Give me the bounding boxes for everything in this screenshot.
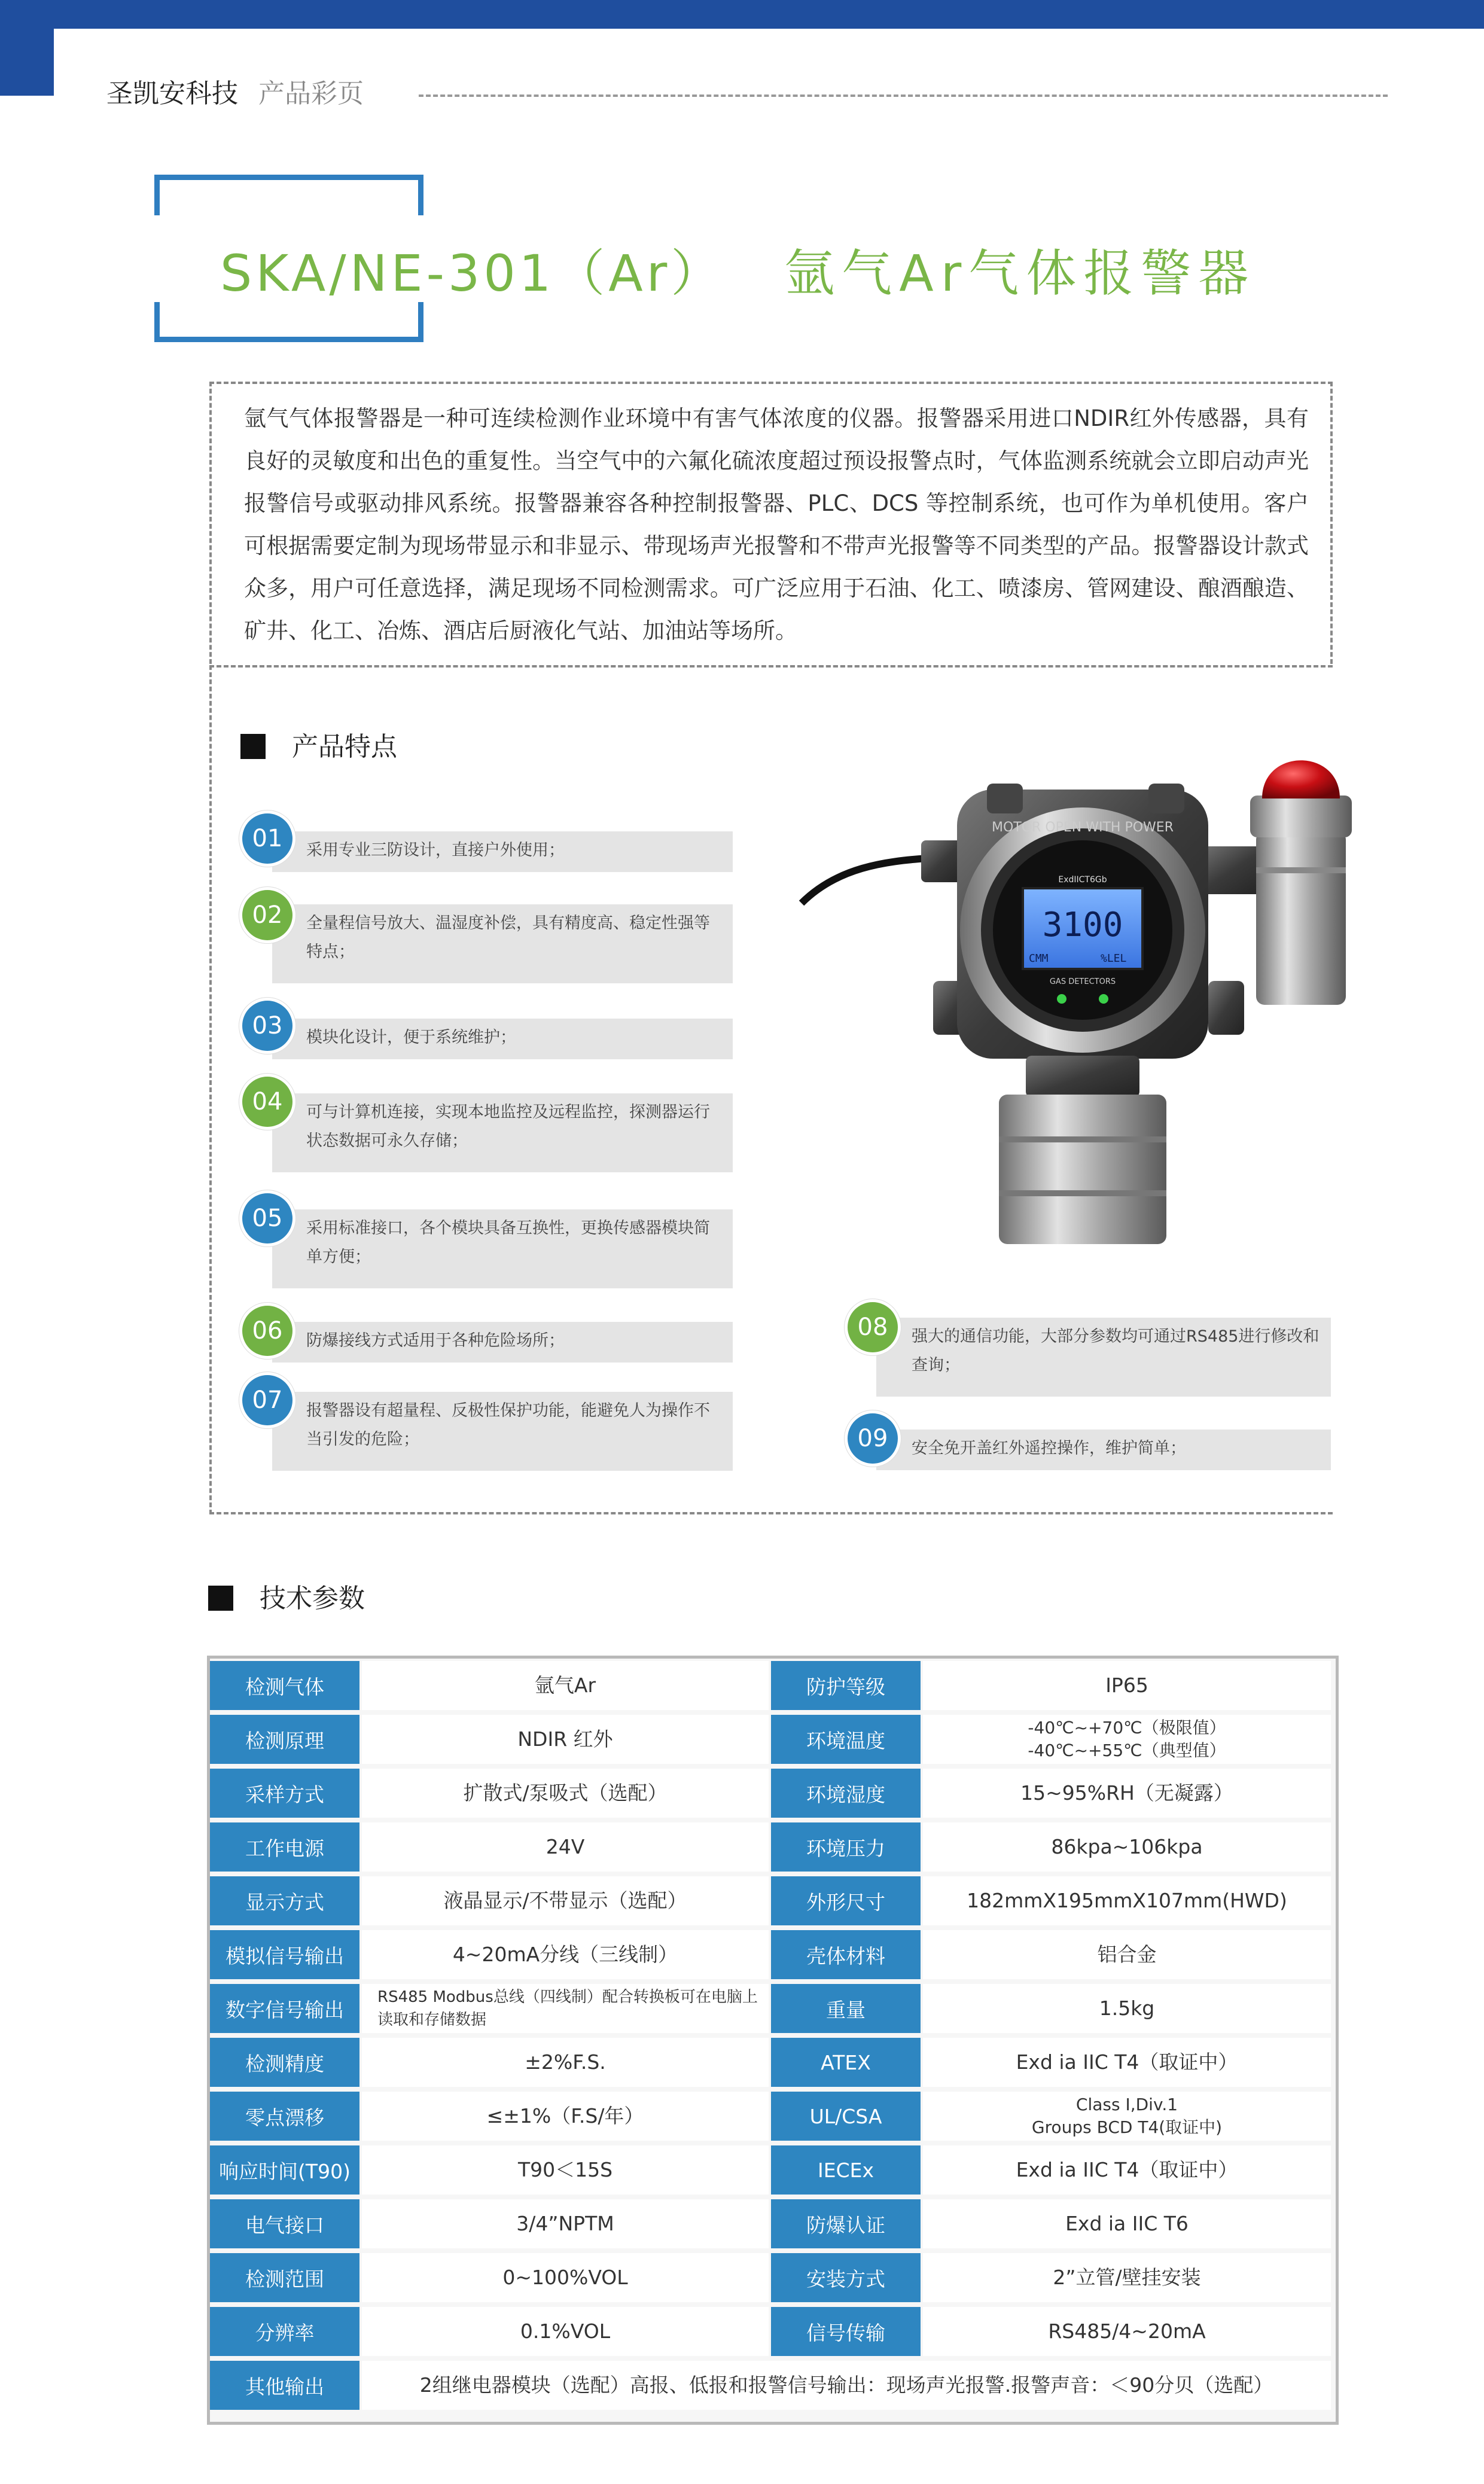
svg-text:CMM: CMM [1029, 952, 1049, 965]
spec-label: 信号传输 [771, 2307, 921, 2356]
spec-value: 2”立管/壁挂安装 [923, 2253, 1331, 2302]
spec-label: 环境温度 [771, 1715, 921, 1764]
spec-label: 安装方式 [771, 2253, 921, 2302]
spec-value: 15~95%RH（无凝露） [923, 1769, 1331, 1818]
svg-text:ExdIICT6Gb: ExdIICT6Gb [1058, 875, 1107, 885]
spec-value: ±2%F.S. [362, 2038, 769, 2087]
spec-value: Exd ia IIC T6 [923, 2199, 1331, 2248]
left-cable-gland [921, 840, 963, 882]
spec-row [210, 1876, 1336, 1925]
header-bar [0, 0, 1484, 29]
feature-number-badge: 03 [239, 998, 295, 1054]
spec-label: 重量 [771, 1984, 921, 2033]
spec-label: 环境湿度 [771, 1769, 921, 1818]
spec-label: 外形尺寸 [771, 1876, 921, 1925]
spec-label: 显示方式 [210, 1876, 359, 1925]
spec-table [207, 1656, 1339, 2425]
spec-row [210, 1930, 1336, 1979]
feature-text: 安全免开盖红外遥控操作，维护简单； [912, 1439, 1186, 1458]
header-divider [419, 95, 1388, 97]
spec-label: 响应时间(T90) [210, 2145, 359, 2195]
spec-label: 零点漂移 [210, 2092, 359, 2141]
feature-number-badge: 02 [239, 887, 295, 943]
spec-label: 检测气体 [210, 1661, 359, 1710]
spec-value: 182mmX195mmX107mm(HWD) [923, 1876, 1331, 1925]
spec-label: 工作电源 [210, 1822, 359, 1872]
company-name: 圣凯安科技 [106, 78, 238, 109]
spec-value: Exd ia IIC T4（取证中） [923, 2038, 1331, 2087]
spec-row [210, 2253, 1336, 2302]
page-title [220, 233, 1256, 306]
spec-row [210, 2038, 1336, 2087]
spec-row [210, 1769, 1336, 1818]
spec-value: 氩气Ar [362, 1661, 769, 1710]
spec-value: 24V [362, 1822, 769, 1872]
spec-label: ATEX [771, 2038, 921, 2087]
spec-label: 检测精度 [210, 2038, 359, 2087]
spec-row [210, 2361, 1336, 2410]
spec-label: 防护等级 [771, 1661, 921, 1710]
features-heading: 产品特点 [240, 725, 397, 763]
spec-label: UL/CSA [771, 2092, 921, 2141]
spec-row [210, 1661, 1336, 1710]
feature-number-badge: 05 [239, 1190, 295, 1246]
square-bullet-icon [208, 1586, 233, 1611]
feature-text: 报警器设有超量程、反极性保护功能，能避免人为操作不当引发的危险； [306, 1401, 710, 1449]
spec-label: 模拟信号输出 [210, 1930, 359, 1979]
spec-value: NDIR 红外 [362, 1715, 769, 1764]
feature-text: 采用标准接口，各个模块具备互换性，更换传感器模块简单方便； [306, 1219, 710, 1266]
spec-label: 检测范围 [210, 2253, 359, 2302]
svg-text:%LEL: %LEL [1101, 952, 1127, 965]
spec-label: 电气接口 [210, 2199, 359, 2248]
feature-text: 模块化设计，便于系统维护； [306, 1028, 516, 1047]
product-name: 氩气Ar气体报警器 [784, 244, 1256, 303]
header [106, 72, 364, 110]
alarm-lamp-body [1256, 831, 1346, 1005]
feature-number-badge: 07 [239, 1372, 295, 1428]
feature-text: 可与计算机连接，实现本地监控及远程监控，探测器运行状态数据可永久存储； [306, 1103, 710, 1150]
feature-number-badge: 09 [845, 1410, 901, 1467]
spec-value: RS485/4~20mA [923, 2307, 1331, 2356]
status-led-icon [1057, 994, 1066, 1004]
spec-value: 液晶显示/不带显示（选配） [362, 1876, 769, 1925]
spec-value: T90＜15S [362, 2145, 769, 2195]
spec-value: 1.5kg [923, 1984, 1331, 2033]
spec-row [210, 1822, 1336, 1872]
spec-row [210, 1984, 1336, 2033]
intro-paragraph: 氩气气体报警器是一种可连续检测作业环境中有害气体浓度的仪器。报警器采用进口NDIR红外传感器，具有良好的灵敏度和出色的重复性。当空气中的六氟化硫浓度超过预设报警点时，气体监测系统就会立即启动声光报警信号或驱动排风系统。报警器兼容各种控制报警器、PLC、DCS 等控制系统，也可作为单机使用。客户可根据需要定制为现场带显示和非显示、带现场声光报警和不带声光报警等不同类型的产品。报警器设计款式众多，用户可任意选择，满足现场不同检测需求。可广泛应用于石油、化工、喷漆房、管网建设、酿酒酿造、矿井、化工、冶炼、酒店后厨液化气站、加油站等场所。 [244, 406, 1309, 644]
svg-text:MOTOR OPEN WITH POWER: MOTOR OPEN WITH POWER [991, 820, 1174, 835]
spec-value: -40℃~+70℃（极限值） -40℃~+55℃（典型值） [923, 1715, 1331, 1764]
sensor-head [999, 1095, 1166, 1244]
spec-value: Class Ⅰ,Div.1 Groups BCD T4(取证中) [923, 2092, 1331, 2141]
spec-label: 分辨率 [210, 2307, 359, 2356]
spec-row [210, 2145, 1336, 2195]
feature-text: 采用专业三防设计，直接户外使用； [306, 841, 565, 860]
feature-text: 防爆接线方式适用于各种危险场所； [306, 1331, 565, 1350]
spec-label: 环境压力 [771, 1822, 921, 1872]
product-model: SKA/NE-301（Ar） [220, 244, 725, 303]
spec-value: Exd ia IIC T4（取证中） [923, 2145, 1331, 2195]
spec-label: 采样方式 [210, 1769, 359, 1818]
spec-value: 86kpa~106kpa [923, 1822, 1331, 1872]
spec-label: IECEx [771, 2145, 921, 2195]
spec-label: 其他输出 [210, 2361, 359, 2410]
header-subtitle: 产品彩页 [258, 78, 364, 109]
svg-text:GAS DETECTORS: GAS DETECTORS [1049, 977, 1116, 986]
alarm-light-icon [1262, 760, 1340, 798]
header-corner [0, 0, 54, 96]
spec-value: IP65 [923, 1661, 1331, 1710]
feature-number-badge: 01 [239, 810, 295, 867]
spec-label: 防爆认证 [771, 2199, 921, 2248]
spec-label: 壳体材料 [771, 1930, 921, 1979]
spec-value: 4~20mA分线（三线制） [362, 1930, 769, 1979]
feature-text: 强大的通信功能，大部分参数均可通过RS485进行修改和查询； [912, 1327, 1320, 1374]
svg-text:3100: 3100 [1042, 906, 1123, 944]
spec-value: 3/4”NPTM [362, 2199, 769, 2248]
spec-value: RS485 Modbus总线（四线制）配合转换板可在电脑上读取和存储数据 [362, 1984, 769, 2033]
spec-row [210, 2092, 1336, 2141]
feature-number-badge: 04 [239, 1074, 295, 1130]
square-bullet-icon [240, 734, 266, 759]
spec-label: 数字信号输出 [210, 1984, 359, 2033]
spec-value: 扩散式/泵吸式（选配） [362, 1769, 769, 1818]
spec-value: 0.1%VOL [362, 2307, 769, 2356]
spec-value: 铝合金 [923, 1930, 1331, 1979]
spec-row [210, 1715, 1336, 1764]
spec-value: 2组继电器模块（选配）高报、低报和报警信号输出：现场声光报警.报警声音：＜90分贝（选配） [362, 2361, 1331, 2410]
spec-value: 0~100%VOL [362, 2253, 769, 2302]
spec-value: ≤±1%（F.S/年） [362, 2092, 769, 2141]
feature-number-badge: 08 [845, 1299, 901, 1355]
spec-row [210, 2199, 1336, 2248]
spec-row [210, 2307, 1336, 2356]
feature-text: 全量程信号放大、温湿度补偿，具有精度高、稳定性强等特点； [306, 914, 710, 961]
feature-number-badge: 06 [239, 1303, 295, 1359]
specs-heading: 技术参数 [208, 1577, 365, 1615]
spec-label: 检测原理 [210, 1715, 359, 1764]
cable [802, 858, 927, 903]
gas-detector-image [790, 724, 1352, 1280]
